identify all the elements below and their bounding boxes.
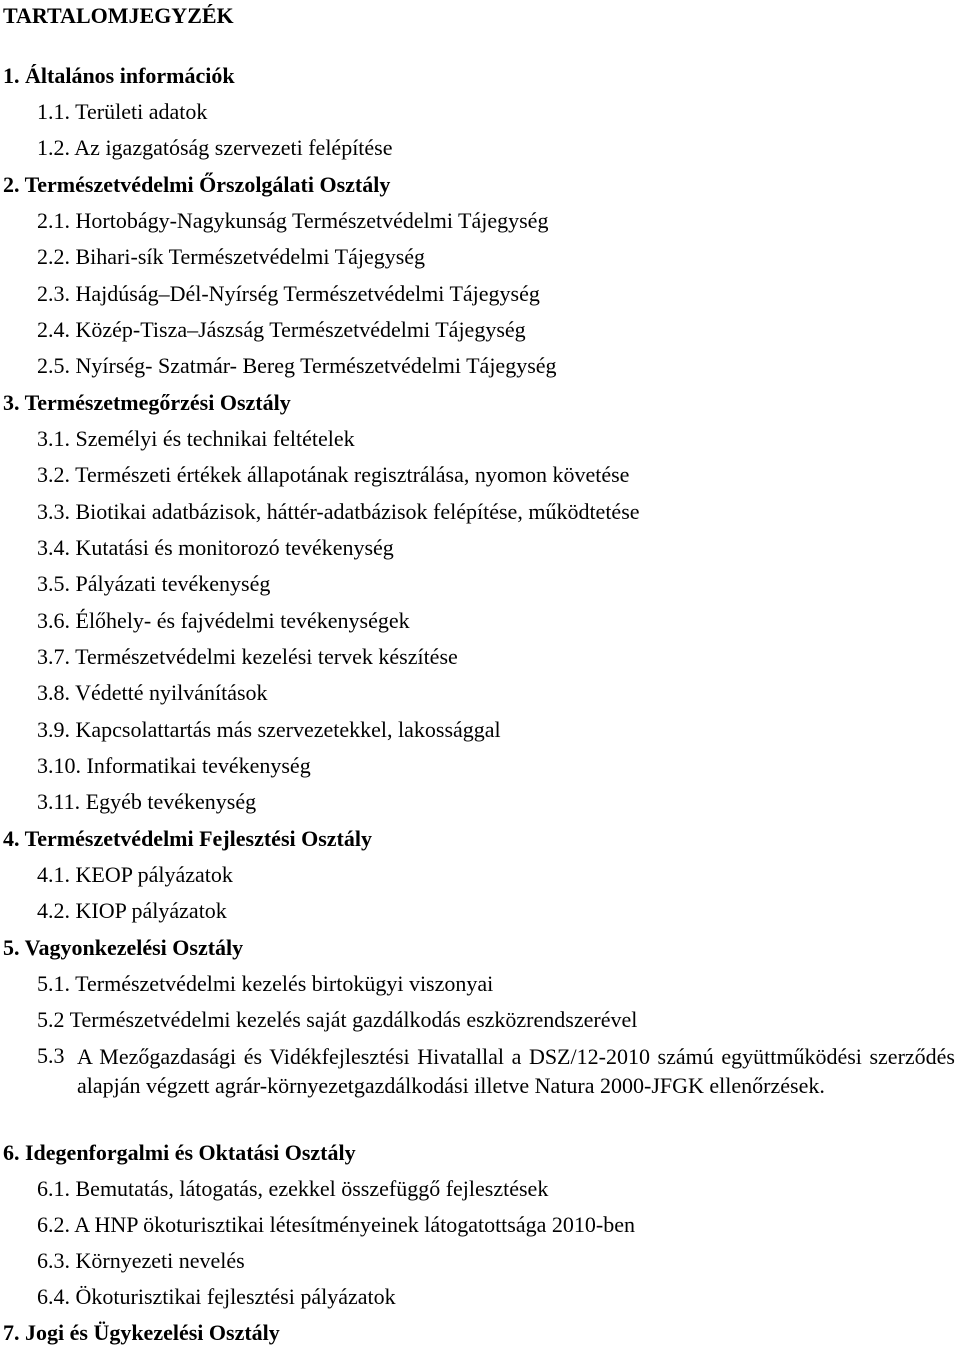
toc-item-3-8 [37,679,268,707]
toc-item-4-2 [37,897,227,925]
toc-item-6-2 [37,1211,635,1239]
toc-text: Természetvédelmi Őrszolgálati Osztály [24,172,391,197]
toc-number: 3.8. [37,680,70,705]
toc-item-5-2 [37,1006,637,1034]
toc-text: Nyírség- Szatmár- Bereg Természetvédelmi Tájegység [75,353,557,378]
toc-item-1-2 [37,134,393,162]
toc-section-7 [3,1319,280,1347]
toc-number: 3. [3,390,20,415]
toc-item-6-1 [37,1175,548,1203]
toc-item-6-3 [37,1247,245,1275]
page-title: TARTALOMJEGYZÉK [3,3,234,28]
toc-number: 3.7. [37,644,70,669]
toc-number: 6.4. [37,1284,70,1309]
toc-text: Közép-Tisza–Jászság Természetvédelmi Tájegység [75,317,526,342]
toc-text: Természetvédelmi kezelés saját gazdálkodás eszközrendszerével [69,1007,638,1032]
toc-item-3-6 [37,607,410,635]
toc-item-2-2 [37,243,425,271]
toc-item-4-1 [37,861,233,889]
toc-text: Védetté nyilvánítások [75,680,268,705]
toc-item-2-1 [37,207,548,235]
toc-text: A Mezőgazdasági és Vidékfejlesztési Hivatallal a DSZ/12-2010 számú együttműködési szerződés alapján végzett agrár-környezetgazdálkodási illetve Natura 2000-JFGK ellenőrzések. [77,1044,955,1098]
toc-item-6-4 [37,1283,396,1311]
toc-text: Ökoturisztikai fejlesztési pályázatok [75,1284,396,1309]
toc-text: Bihari-sík Természetvédelmi Tájegység [75,244,426,269]
toc-number: 4.2. [37,898,70,923]
toc-text: Pályázati tevékenység [75,571,271,596]
toc-text: A HNP ökoturisztikai létesítményeinek látogatottsága 2010-ben [74,1212,635,1237]
toc-text: Hajdúság–Dél-Nyírség Természetvédelmi Tájegység [75,281,540,306]
toc-number: 5.3 [37,1043,65,1068]
toc-number: 6.1. [37,1176,70,1201]
toc-number: 6.3. [37,1248,70,1273]
toc-item-3-7 [37,643,458,671]
toc-text: Vagyonkezelési Osztály [24,935,244,960]
toc-item-2-5 [37,352,557,380]
toc-number: 3.3. [37,499,70,524]
toc-number: 2.3. [37,281,70,306]
toc-number: 3.11. [37,789,81,814]
toc-number: 3.10. [37,753,81,778]
toc-text: Természetvédelmi kezelési tervek készítése [75,644,458,669]
toc-number: 3.6. [37,608,70,633]
toc-number: 3.5. [37,571,70,596]
toc-item-3-2 [37,461,629,489]
toc-text: Kapcsolattartás más szervezetekkel, lakossággal [75,717,501,742]
toc-item-2-4 [37,316,526,344]
toc-text: Általános információk [25,63,235,88]
toc-number: 2.1. [37,208,70,233]
toc-item-3-9 [37,716,501,744]
toc-number: 3.2. [37,462,70,487]
toc-item-3-4 [37,534,394,562]
toc-text: KEOP pályázatok [75,862,233,887]
toc-section-3 [3,389,291,417]
toc-item-5-1 [37,970,493,998]
toc-text: Hortobágy-Nagykunság Természetvédelmi Tájegység [75,208,549,233]
toc-text: Egyéb tevékenység [85,789,257,814]
toc-text: Élőhely- és fajvédelmi tevékenységek [75,608,410,633]
toc-number: 6. [3,1140,20,1165]
toc-text: Területi adatok [75,99,208,124]
toc-number: 6.2. [37,1212,70,1237]
toc-text: Bemutatás, látogatás, ezekkel összefüggő fejlesztések [75,1176,549,1201]
toc-number: 2. [3,172,20,197]
toc-item-3-5 [37,570,270,598]
toc-number: 3.4. [37,535,70,560]
toc-number: 1. [3,63,20,88]
toc-section-2 [3,171,390,199]
toc-number: 5. [3,935,20,960]
toc-section-6 [3,1139,356,1167]
toc-number: 1.2. [37,135,70,160]
toc-item-3-3 [37,498,640,526]
toc-text: KIOP pályázatok [75,898,227,923]
toc-text: Idegenforgalmi és Oktatási Osztály [25,1140,356,1165]
toc-section-5 [3,934,243,962]
toc-text: Környezeti nevelés [75,1248,245,1273]
toc-text: Biotikai adatbázisok, háttér-adatbázisok felépítése, működtetése [75,499,640,524]
toc-number: 2.4. [37,317,70,342]
toc-number: 4.1. [37,862,70,887]
toc-number: 4. [3,826,20,851]
toc-item-3-1 [37,425,355,453]
toc-number: 3.1. [37,426,70,451]
toc-text: Természetmegőrzési Osztály [24,390,291,415]
toc-section-4 [3,825,372,853]
toc-text: Informatikai tevékenység [86,753,311,778]
toc-number: 1.1. [37,99,70,124]
toc-number: 5.2 [37,1007,65,1032]
toc-number: 3.9. [37,717,70,742]
toc-number: 2.2. [37,244,70,269]
toc-text: Természeti értékek állapotának regisztrálása, nyomon követése [75,462,630,487]
toc-text: Az igazgatóság szervezeti felépítése [74,135,393,160]
toc-item-3-10 [37,752,311,780]
toc-text: Jogi és Ügykezelési Osztály [25,1320,280,1345]
toc-number: 2.5. [37,353,70,378]
toc-item-3-11 [37,788,256,816]
toc-number: 5.1. [37,971,70,996]
toc-number: 7. [3,1320,20,1345]
toc-item-1-1 [37,98,207,126]
toc-text: Természetvédelmi kezelés birtokügyi viszonyai [75,971,494,996]
toc-text: Természetvédelmi Fejlesztési Osztály [24,826,372,851]
toc-text: Kutatási és monitorozó tevékenység [75,535,394,560]
toc-text: Személyi és technikai feltételek [75,426,355,451]
toc-item-2-3 [37,280,540,308]
toc-section-1 [3,62,235,90]
